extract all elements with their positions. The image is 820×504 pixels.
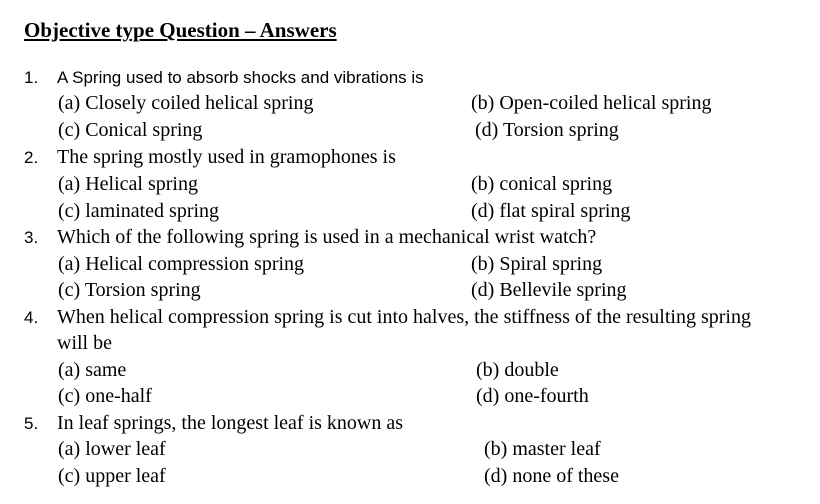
option-d: (d) Bellevile spring [471,279,627,301]
option-c: (c) laminated spring [58,200,220,222]
question-stem: Which of the following spring is used in a mechanical wrist watch? [57,226,597,248]
question-number: 2. [24,148,39,167]
question-number: 1. [24,68,39,87]
option-b: (b) conical spring [471,173,613,195]
option-a: (a) Helical spring [58,173,198,195]
question-number: 5. [24,414,39,433]
page-title: Objective type Question – Answers [24,18,337,42]
option-a: (a) lower leaf [58,438,166,460]
option-c: (c) upper leaf [58,465,166,487]
question-stem: The spring mostly used in gramophones is [57,146,396,168]
question-stem: When helical compression spring is cut into halves, the stiffness of the resulting spring [57,306,751,328]
question-stem-continued: will be [57,332,112,354]
option-d: (d) Torsion spring [475,119,619,141]
option-b: (b) master leaf [484,438,601,460]
option-c: (c) one-half [58,385,152,407]
option-b: (b) Open-coiled helical spring [471,92,712,114]
question-stem: In leaf springs, the longest leaf is known as [57,412,404,434]
option-a: (a) same [58,359,127,381]
option-c: (c) Torsion spring [58,279,201,301]
option-d: (d) flat spiral spring [471,200,631,222]
option-a: (a) Closely coiled helical spring [58,92,314,114]
option-d: (d) one-fourth [476,385,589,407]
question-number: 3. [24,228,39,247]
option-b: (b) double [476,359,559,381]
option-d: (d) none of these [484,465,619,487]
question-number: 4. [24,308,39,327]
option-c: (c) Conical spring [58,119,203,141]
question-stem: A Spring used to absorb shocks and vibrations is [57,68,424,87]
option-b: (b) Spiral spring [471,253,603,275]
option-a: (a) Helical compression spring [58,253,305,275]
